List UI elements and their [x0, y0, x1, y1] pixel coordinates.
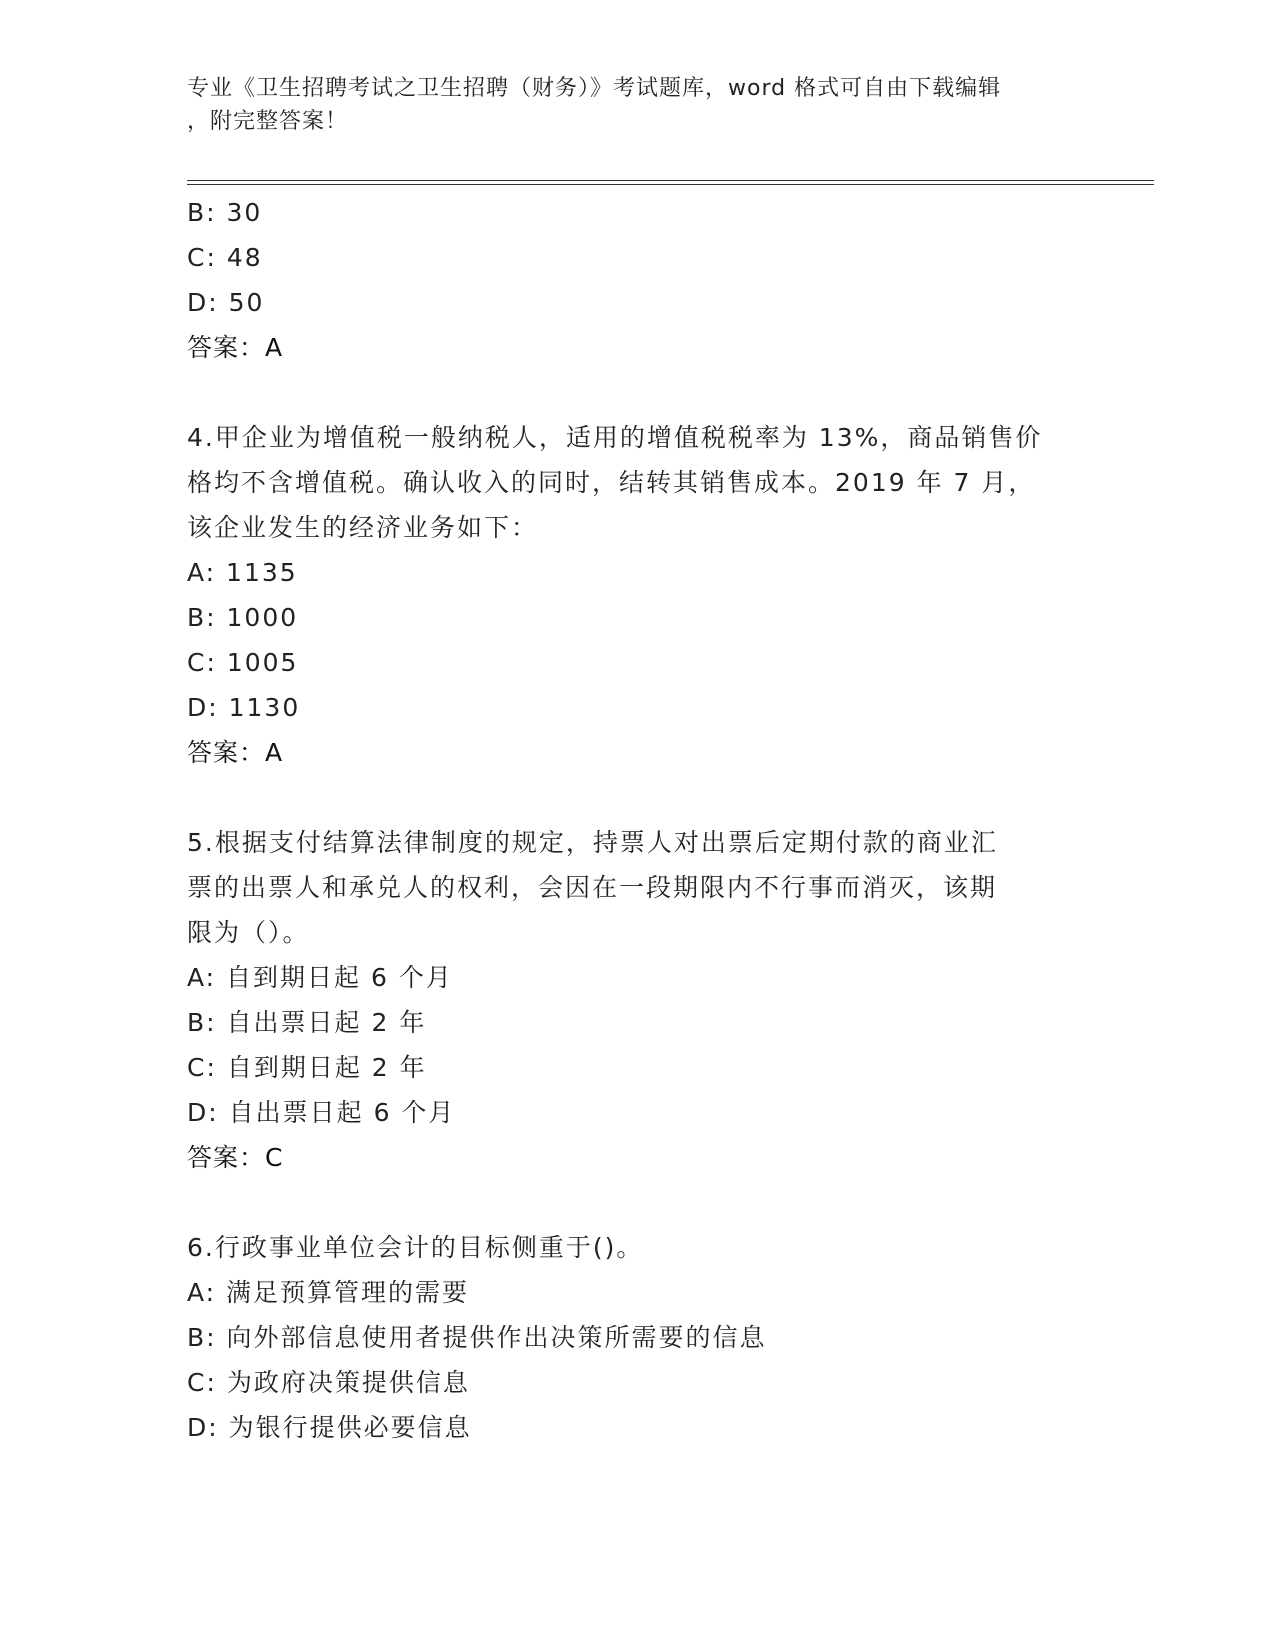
- header-divider-bottom: [187, 184, 1154, 185]
- header-divider-top: [187, 180, 1154, 181]
- option-b: B: 30: [187, 198, 263, 227]
- option-d: D: 自出票日起 6 个月: [187, 1098, 456, 1127]
- header-line-2: ，附完整答案！: [187, 109, 349, 134]
- document-header: [187, 72, 1087, 138]
- option-a: A: 自到期日起 6 个月: [187, 963, 453, 992]
- option-a: A: 满足预算管理的需要: [187, 1278, 470, 1307]
- option-c: C: 为政府决策提供信息: [187, 1368, 470, 1397]
- option-c: C: 48: [187, 243, 263, 272]
- question-3-tail: [187, 190, 1087, 370]
- option-d: D: 1130: [187, 693, 301, 722]
- question-6: [187, 1225, 1087, 1450]
- option-d: D: 为银行提供必要信息: [187, 1413, 472, 1442]
- question-text-line: 限为（）。: [187, 918, 310, 947]
- question-text-line: 6.行政事业单位会计的目标侧重于()。: [187, 1233, 644, 1262]
- option-a: A: 1135: [187, 558, 298, 587]
- answer-label: 答案：C: [187, 1143, 284, 1172]
- answer-label: 答案：A: [187, 333, 284, 362]
- question-5: [187, 820, 1087, 1180]
- option-b: B: 1000: [187, 603, 299, 632]
- header-line-1: 专业《卫生招聘考试之卫生招聘（财务）》考试题库，word 格式可自由下载编辑: [187, 76, 1002, 101]
- question-text-line: 格均不含增值税。确认收入的同时，结转其销售成本。2019 年 7 月，: [187, 468, 1036, 497]
- question-text-line: 票的出票人和承兑人的权利，会因在一段期限内不行事而消灭，该期: [187, 873, 998, 902]
- option-c: C: 1005: [187, 648, 299, 677]
- option-d: D: 50: [187, 288, 265, 317]
- question-text-line: 5.根据支付结算法律制度的规定，持票人对出票后定期付款的商业汇: [187, 828, 998, 857]
- option-b: B: 自出票日起 2 年: [187, 1008, 427, 1037]
- question-text-line: 该企业发生的经济业务如下：: [187, 513, 539, 542]
- question-text-line: 4.甲企业为增值税一般纳税人，适用的增值税税率为 13%，商品销售价: [187, 423, 1043, 452]
- option-c: C: 自到期日起 2 年: [187, 1053, 427, 1082]
- answer-label: 答案：A: [187, 738, 284, 767]
- option-b: B: 向外部信息使用者提供作出决策所需要的信息: [187, 1323, 767, 1352]
- question-4: [187, 415, 1087, 775]
- question-list: [187, 190, 1087, 1450]
